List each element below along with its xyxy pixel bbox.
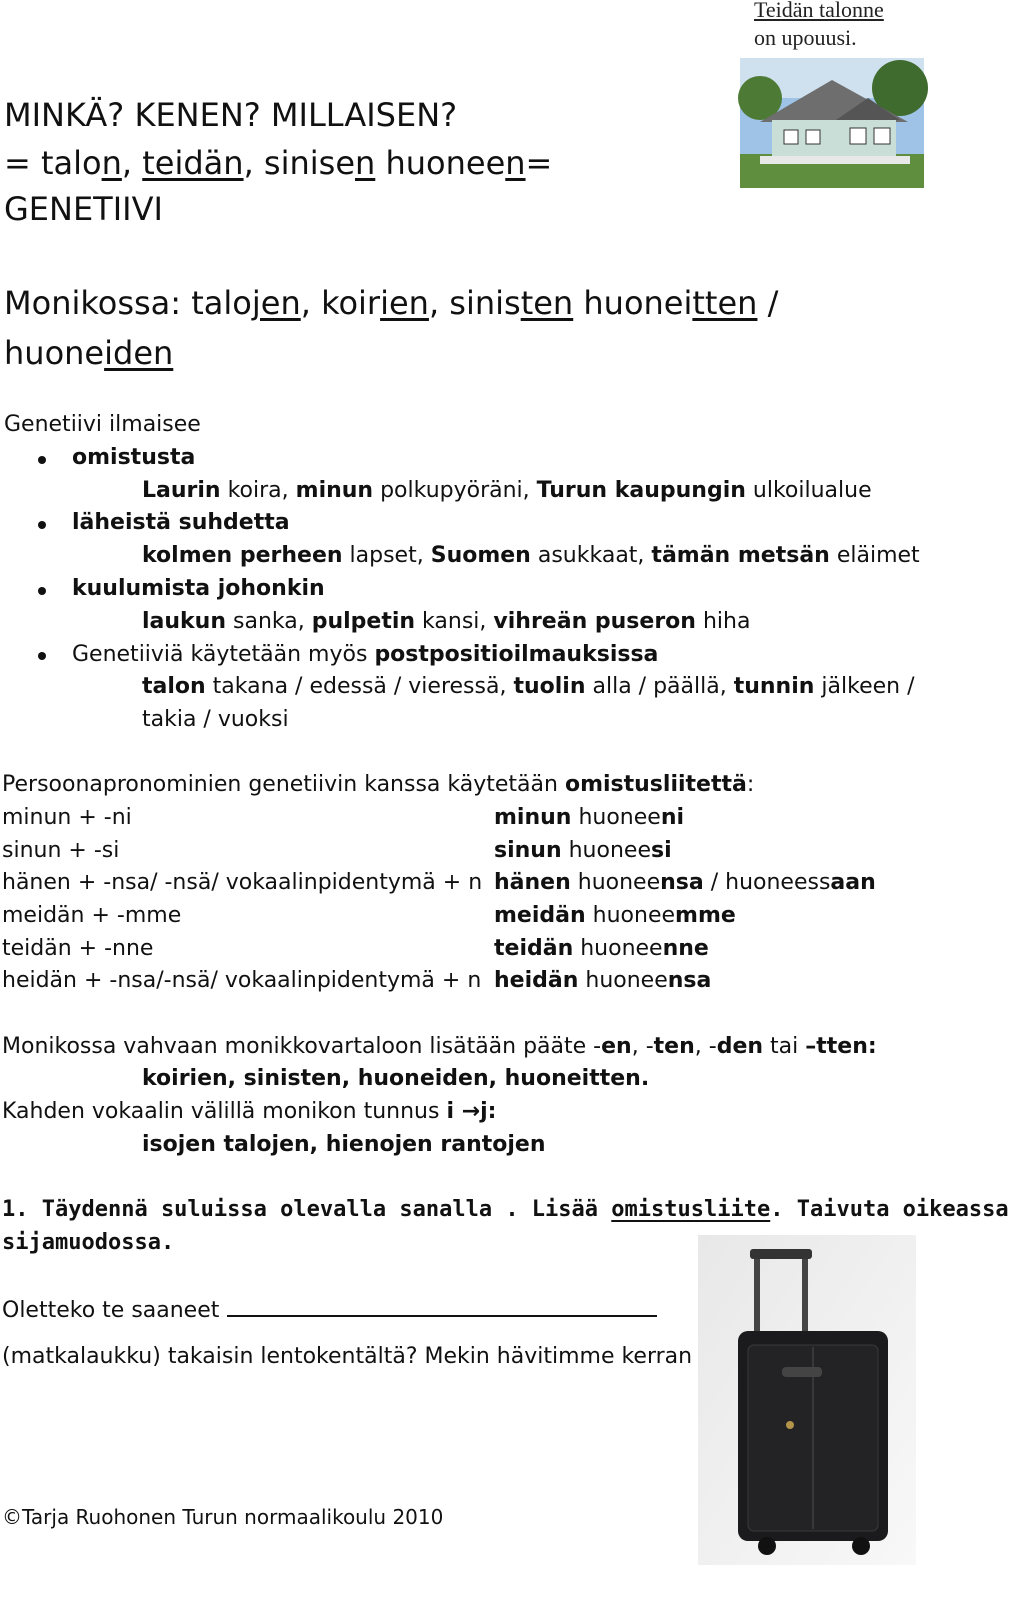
usage-item-3: kuulumista johonkin [72,576,325,601]
plural-line2: huoneiden [4,334,174,372]
arrow-right-icon: → [461,1099,481,1124]
possessive-row-right: sinun huoneesi [494,838,672,863]
rule-1: Monikossa vahvaan monikkovartaloon lisätään pääte -en, -ten, -den tai –tten: [2,1034,877,1059]
usage-example-4: talon takana / edessä / vieressä, tuolin alla / päällä, tunnin jälkeen / [142,674,915,699]
caption-line2: on upouusi. [754,25,857,50]
footer-copyright: ©Tarja Ruohonen Turun normaalikoulu 2010 [2,1505,444,1529]
rule-1-example: koirien, sinisten, huoneiden, huoneitten. [142,1066,650,1091]
heading-line3: GENETIIVI [4,190,163,228]
usage-item-1: omistusta [72,445,196,470]
usage-item-4: Genetiiviä käytetään myös postpositioilmauksissa [72,642,659,667]
usage-example-1: Laurin koira, minun polkupyöräni, Turun kaupungin ulkoilualue [142,478,872,503]
usage-example-2: kolmen perheen lapset, Suomen asukkaat, tämän metsän eläimet [142,543,920,568]
possessive-row-right: hänen huoneensa / huoneessaan [494,870,876,895]
possessive-row-left: minun + -ni [2,805,132,830]
sentence-2: (matkalaukku) takaisin lentokentältä? Mekin hävitimme kerran [2,1344,693,1369]
possessive-row-left: hänen + -nsa/ -nsä/ vokaalinpidentymä + n [2,870,483,895]
possessive-row-left: meidän + -mme [2,903,182,928]
suitcase-image [698,1235,916,1565]
bullet-icon [38,587,46,595]
bullet-icon [38,456,46,464]
possessive-row-right: heidän huoneensa [494,968,712,993]
usage-example-3: laukun sanka, pulpetin kansi, vihreän puseron hiha [142,609,751,634]
possessive-row-right: meidän huoneemme [494,903,736,928]
plural-line1: Monikossa: talojen, koirien, sinisten huoneitten / [4,284,779,322]
exercise-task-2: sijamuodossa. [2,1230,175,1255]
possessive-row-right: teidän huoneenne [494,936,709,961]
sentence-1: Oletteko te saaneet [2,1295,657,1323]
image-caption [754,0,884,52]
possessive-row-right: minun huoneeni [494,805,685,830]
answer-blank[interactable] [227,1295,657,1317]
usage-example-4b: takia / vuoksi [142,707,289,732]
possessive-row-left: teidän + -nne [2,936,154,961]
heading-line2: = talon, teidän, sinisen huoneen= [4,144,553,182]
rule-2-example: isojen talojen, hienojen rantojen [142,1132,546,1157]
heading-line1: MINKÄ? KENEN? MILLAISEN? [4,96,458,134]
usage-title: Genetiivi ilmaisee [4,412,201,437]
exercise-task: 1. Täydennä suluissa olevalla sanalla . Lisää omistusliite. Taivuta oikeassa [2,1197,1009,1222]
possessive-row-left: heidän + -nsa/-nsä/ vokaalinpidentymä + n [2,968,482,993]
caption-line1: Teidän talonne [754,0,884,22]
bullet-icon [38,521,46,529]
usage-item-2: läheistä suhdetta [72,510,290,535]
possessive-row-left: sinun + -si [2,838,120,863]
rule-2: Kahden vokaalin välillä monikon tunnus i →j: [2,1099,497,1124]
bullet-icon [38,652,46,660]
house-image [740,58,924,188]
possessive-intro: Persoonapronominien genetiivin kanssa käytetään omistusliitettä: [2,772,755,797]
